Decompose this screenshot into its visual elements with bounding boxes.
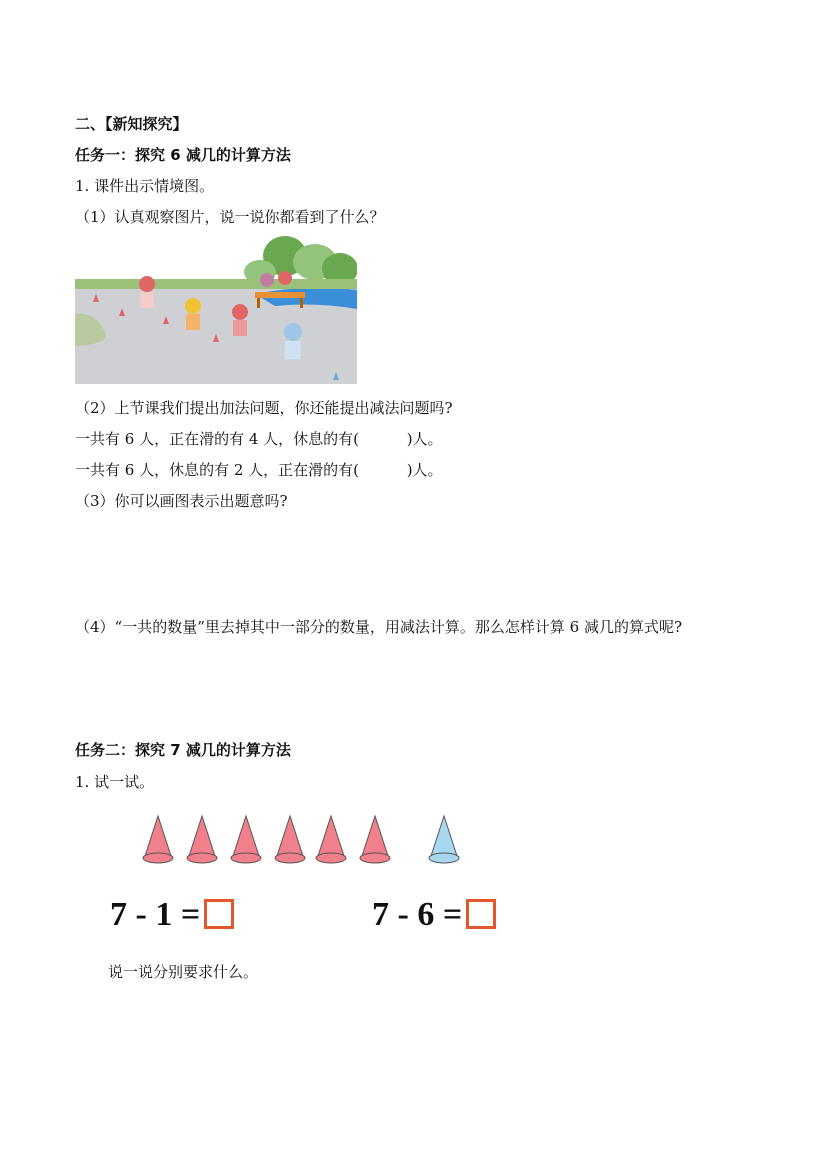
pink-cone <box>360 816 390 863</box>
task2-step1: 1. 试一试。 <box>75 773 155 791</box>
blue-cone <box>429 816 459 863</box>
equation-1 <box>110 895 234 935</box>
answer-box-2[interactable] <box>466 899 496 929</box>
task1-question3: （3）你可以画图表示出题意吗? <box>75 492 288 510</box>
answer-box-1[interactable] <box>204 899 234 929</box>
task2-prompt: 说一说分别要求什么。 <box>108 963 259 981</box>
task1-problem-b: 一共有 6 人，休息的有 2 人，正在滑的有( )人。 <box>75 461 443 479</box>
pink-cone <box>231 816 261 863</box>
task1-question2: （2）上节课我们提出加法问题，你还能提出减法问题吗? <box>75 399 453 417</box>
task1-question4: （4）“一共的数量”里去掉其中一部分的数量，用减法计算。那么怎样计算 6 减几的算式呢? <box>75 618 683 636</box>
task1-title: 任务一：探究 6 减几的计算方法 <box>75 146 291 164</box>
equation-2-text: 7 - 6 = <box>372 896 463 933</box>
pink-cone <box>143 816 173 863</box>
cones-row <box>138 814 468 866</box>
task2-title: 任务二：探究 7 减几的计算方法 <box>75 741 291 759</box>
equation-2 <box>372 895 496 935</box>
task1-step1: 1. 课件出示情境图。 <box>75 177 215 195</box>
task1-question1: （1）认真观察图片，说一说你都看到了什么？ <box>75 208 385 226</box>
pink-cone <box>187 816 217 863</box>
equation-1-text: 7 - 1 = <box>110 896 201 933</box>
pink-cone <box>275 816 305 863</box>
pink-cone <box>316 816 346 863</box>
skating-scene-illustration <box>75 234 357 384</box>
task1-problem-a: 一共有 6 人，正在滑的有 4 人，休息的有( )人。 <box>75 430 443 448</box>
section-heading: 二、【新知探究】 <box>75 115 188 133</box>
